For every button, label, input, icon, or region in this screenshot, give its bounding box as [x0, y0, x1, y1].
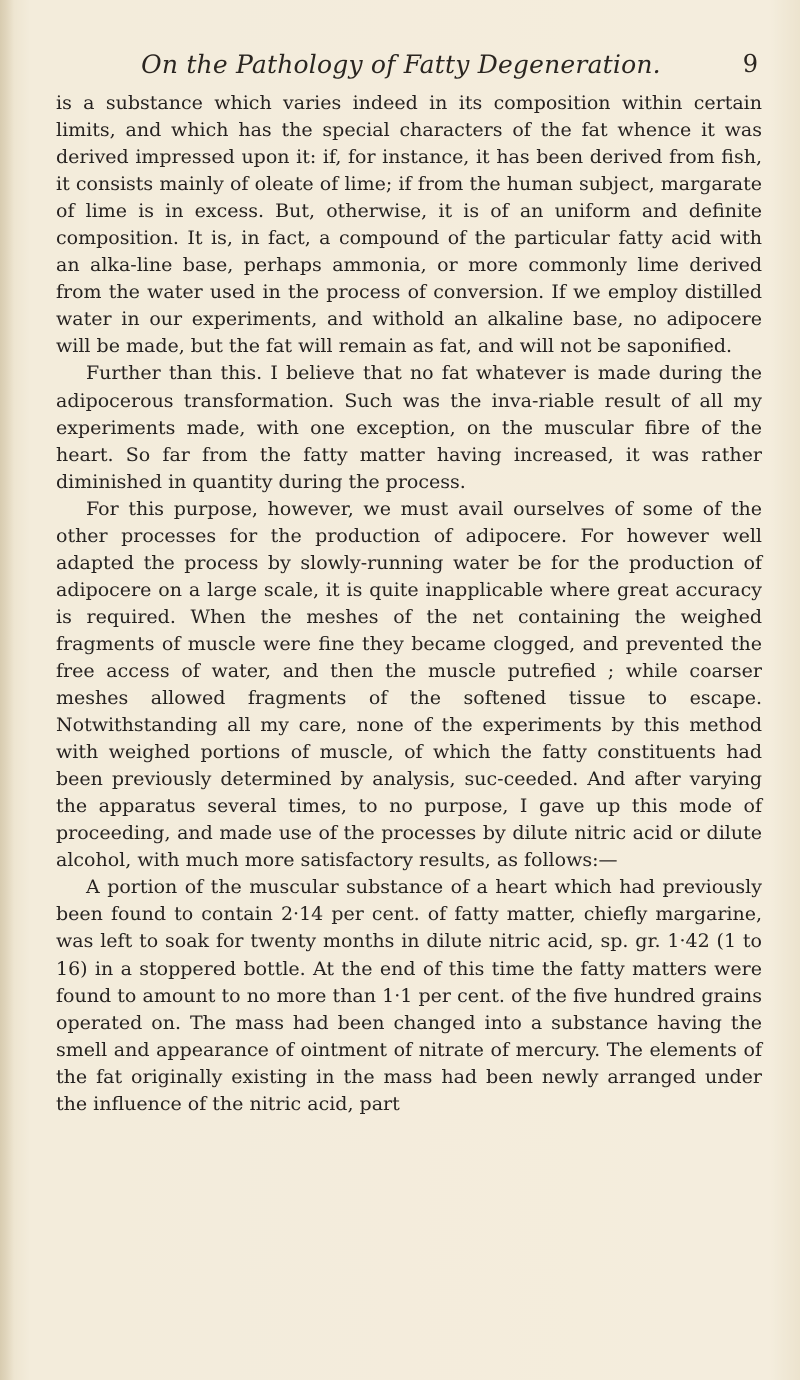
paragraph: A portion of the muscular substance of a heart which had previously been found to contain 2·14 per cent. of fatty matter, chiefly margarine, was left to soak for twenty months in dilute nitric acid, sp. gr. 1·42 (1 to 16) in a stoppered bottle. At the end of this time the fatty matters were found to amount to no more than 1·1 per cent. of the five hundred grains operated on. The mass had been changed into a substance having the smell and appearance of ointment of nitrate of mercury. The elements of the fat originally existing in the mass had been newly arranged under the influence of the nitric acid, part: [56, 876, 762, 1115]
page-binding-shadow: [0, 0, 14, 1380]
paragraph: For this purpose, however, we must avail ourselves of some of the other processes for the production of adipocere. For however well adapted the process by slowly-running water be for the production of adipocere on a large scale, it is quite inapplicable where great accuracy is required. When the meshes of the net containing the weighed fragments of muscle were fine they became clogged, and prevented the free access of water, and then the muscle putrefied ; while coarser meshes allowed fragments of the softened tissue to escape. Notwithstanding all my care, none of the experiments by this method with weighed portions of muscle, of which the fatty constituents had been previously determined by analysis, suc-ceeded. And after varying the apparatus several times, to no purpose, I gave up this mode of proceeding, and made use of the processes by dilute nitric acid or dilute alcohol, with much more satisfactory results, as follows:—: [56, 497, 762, 872]
running-header: [40, 44, 762, 84]
body-text: [56, 90, 762, 1118]
running-title: On the Pathology of Fatty Degeneration.: [141, 50, 661, 79]
page-number: 9: [742, 50, 758, 78]
paragraph: is a substance which varies indeed in its composition within certain limits, and which has the special characters of the fat whence it was derived impressed upon it: if, for instance, it has been derived from fish, it consists mainly of oleate of lime; if from the human subject, margarate of lime is in excess. But, otherwise, it is of an uniform and definite composition. It is, in fact, a compound of the particular fatty acid with an alka-line base, perhaps ammonia, or more commonly lime derived from the water used in the process of conversion. If we employ distilled water in our experiments, and withold an alkaline base, no adipocere will be made, but the fat will remain as fat, and will not be saponified.: [56, 92, 762, 358]
paragraph: Further than this. I believe that no fat whatever is made during the adipocerous transformation. Such was the inva-riable result of all my experiments made, with one exception, on the muscular fibre of the heart. So far from the fatty matter having increased, it was rather diminished in quantity during the process.: [56, 362, 762, 493]
